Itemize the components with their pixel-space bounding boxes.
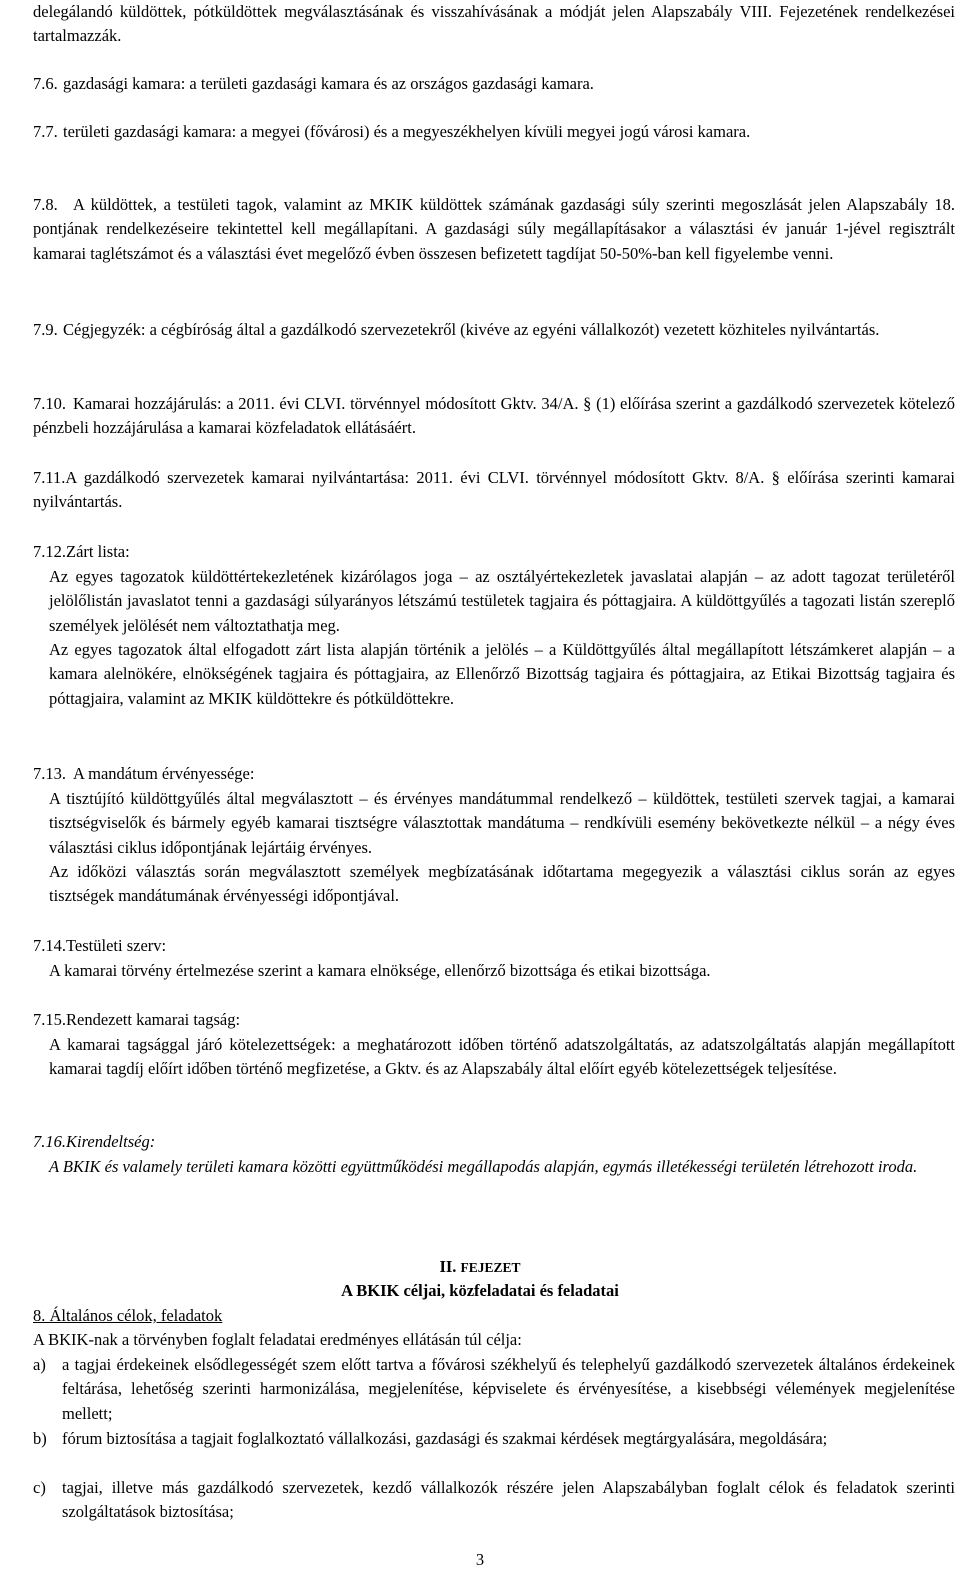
item-text: Kamarai hozzájárulás: a 2011. évi CLVI. törvénnyel módosított Gktv. 34/A. § (1) előírása szerint a gazdálkodó szervezetek kötelező pénzbeli hozzájárulása a kamarai közfeladatok ellátásáért.	[33, 394, 955, 438]
item-number: 7.10.	[33, 394, 66, 413]
item-number: 7.12.	[33, 542, 66, 561]
item-text: gazdasági kamara: a területi gazdasági kamara és az országos gazdasági kamara.	[63, 74, 594, 93]
list-item-label: b)	[33, 1429, 47, 1448]
item-number: 7.16.	[33, 1132, 66, 1151]
item-7-8	[33, 193, 955, 266]
item-number: 7.9.	[33, 320, 58, 339]
list-item	[33, 1353, 955, 1426]
item-7-9	[33, 318, 955, 342]
intro-paragraph: delegálandó küldöttek, pótküldöttek megválasztásának és visszahívásának a módját jelen Alapszabály VIII. Fejezetének rendelkezései tartalmazzák.	[33, 2, 955, 46]
list-item-label: a)	[33, 1355, 46, 1374]
item-number: 7.14.	[33, 936, 66, 955]
chapter-title: A BKIK céljai, közfeladatai és feladatai	[341, 1281, 619, 1300]
item-title: Zárt lista:	[66, 542, 130, 561]
page-number: 3	[475, 1550, 485, 1569]
item-7-12-para1: Az egyes tagozatok küldöttértekezletének kizárólagos joga – az osztályértekezletek javaslatai alapján – az adott tagozat területéről jelölőlistán javaslatot tenni a gazdasági súlyarányos létszámú testületek tagjaira és póttagjaira. A küldöttgyűlés a tagozati listán szereplő személyek jelölését nem változtathatja meg.	[49, 567, 955, 635]
item-text: A gazdálkodó szervezetek kamarai nyilvántartása: 2011. évi CLVI. törvénnyel módosított Gktv. 8/A. § előírása szerinti kamarai nyilvántartás.	[33, 468, 955, 512]
list-item	[33, 1427, 955, 1451]
item-title: Testületi szerv:	[66, 936, 167, 955]
chapter-heading	[0, 1255, 960, 1280]
item-text: Cégjegyzék: a cégbíróság által a gazdálkodó szervezetekről (kivéve az egyéni vállalkozót) vezetett közhiteles nyilvántartás.	[63, 320, 880, 339]
item-7-6	[33, 72, 955, 96]
item-number: 7.6.	[33, 74, 58, 93]
item-number: 7.8.	[33, 195, 58, 214]
item-7-12-para2: Az egyes tagozatok által elfogadott zárt lista alapján történik a jelölés – a Küldöttgyűlés által megállapított létszámkeret alapján – a kamara alelnökére, elnökségének tagjaira és póttagjaira, az Ellenőrző Bizottság tagjaira és póttagjaira, az Etikai Bizottság tagjaira és póttagjaira, valamint az MKIK küldöttekre és pótküldöttekre.	[49, 640, 955, 708]
list-item-label: c)	[33, 1478, 46, 1497]
item-7-16-heading	[33, 1130, 955, 1154]
list-item	[33, 1476, 955, 1525]
list-item-text: a tagjai érdekeinek elsődlegességét szem előtt tartva a fővárosi székhelyű és telephelyű gazdálkodó szervezetek általános érdekeinek feltárása, lehetőség szerinti harmonizálása, megjelenítése, képviselete és érvényesítése, a kisebbségi vélemények megjelenítése mellett;	[62, 1355, 955, 1423]
item-title: Rendezett kamarai tagság:	[66, 1010, 241, 1029]
item-title: Kirendeltség:	[66, 1132, 156, 1151]
item-number: 7.13.	[33, 764, 66, 783]
chapter-word: FEJEZET	[460, 1260, 521, 1275]
item-text: területi gazdasági kamara: a megyei (fővárosi) és a megyeszékhelyen kívüli megyei jogú városi kamara.	[63, 122, 751, 141]
item-7-16-para1: A BKIK és valamely területi kamara közötti együttműködési megállapodás alapján, egymás illetékességi területén létrehozott iroda.	[49, 1157, 918, 1176]
item-7-15-para1: A kamarai tagsággal járó kötelezettségek: a meghatározott időben történő adatszolgáltatás, az adatszolgáltatás alapján megállapított kamarai tagdíj előírt időben történő megfizetése, a Gktv. és az Alapszabály által előírt egyéb kötelezettségek teljesítése.	[49, 1035, 955, 1079]
list-item-text: fórum biztosítása a tagjait foglalkoztató vállalkozási, gazdasági és szakmai kérdések megtárgyalására, megoldására;	[62, 1429, 828, 1448]
list-item-text: tagjai, illetve más gazdálkodó szervezetek, kezdő vállalkozók részére jelen Alapszabályban foglalt célok és feladatok szerinti szolgáltatások biztosítása;	[62, 1478, 955, 1522]
item-title: A mandátum érvényessége:	[73, 764, 255, 783]
item-7-11	[33, 466, 955, 515]
item-text: A küldöttek, a testületi tagok, valamint az MKIK küldöttek számának gazdasági súly szerinti megoszlását jelen Alapszabály 18. pontjának rendelkezéseire tekintettel kell megállapítani. A gazdasági súly megállapításakor a választási év január 1-jével regisztrált kamarai taglétszámot és a választási évet megelőző évben összesen befizetett tagdíjat 50-50%-ban kell figyelembe venni.	[33, 195, 955, 263]
item-7-13-para1: A tisztújító küldöttgyűlés által megválasztott – és érvényes mandátummal rendelkező – küldöttek, testületi szervek tagjai, a kamarai tisztségviselők és bármely egyéb kamarai tisztségre választottak mandátuma – rendkívüli esemény bekövetkezte nélkül – a négy éves választási ciklus időpontjának lejártáig érvényes.	[49, 789, 955, 857]
item-number: 7.11.	[33, 468, 66, 487]
item-7-12-heading	[33, 540, 955, 564]
chapter-roman: II.	[439, 1257, 457, 1276]
item-7-15-heading	[33, 1008, 955, 1032]
item-number: 7.7.	[33, 122, 58, 141]
item-7-14-heading	[33, 934, 955, 958]
section-8-intro: A BKIK-nak a törvényben foglalt feladatai eredményes ellátásán túl célja:	[33, 1330, 522, 1349]
item-7-13-heading	[33, 762, 955, 786]
item-7-14-para1: A kamarai törvény értelmezése szerint a kamara elnöksége, ellenőrző bizottsága és etikai bizottsága.	[49, 961, 711, 980]
section-8-heading	[33, 1304, 955, 1328]
item-7-10	[33, 392, 955, 441]
item-7-7	[33, 120, 955, 144]
item-number: 7.15.	[33, 1010, 66, 1029]
section-heading-text: 8. Általános célok, feladatok	[33, 1306, 223, 1325]
item-7-13-para2: Az időközi választás során megválasztott személyek megbízatásának időtartama megegyezik a választási ciklus során az egyes tisztségek mandátumának érvényességi időpontjával.	[49, 862, 955, 906]
